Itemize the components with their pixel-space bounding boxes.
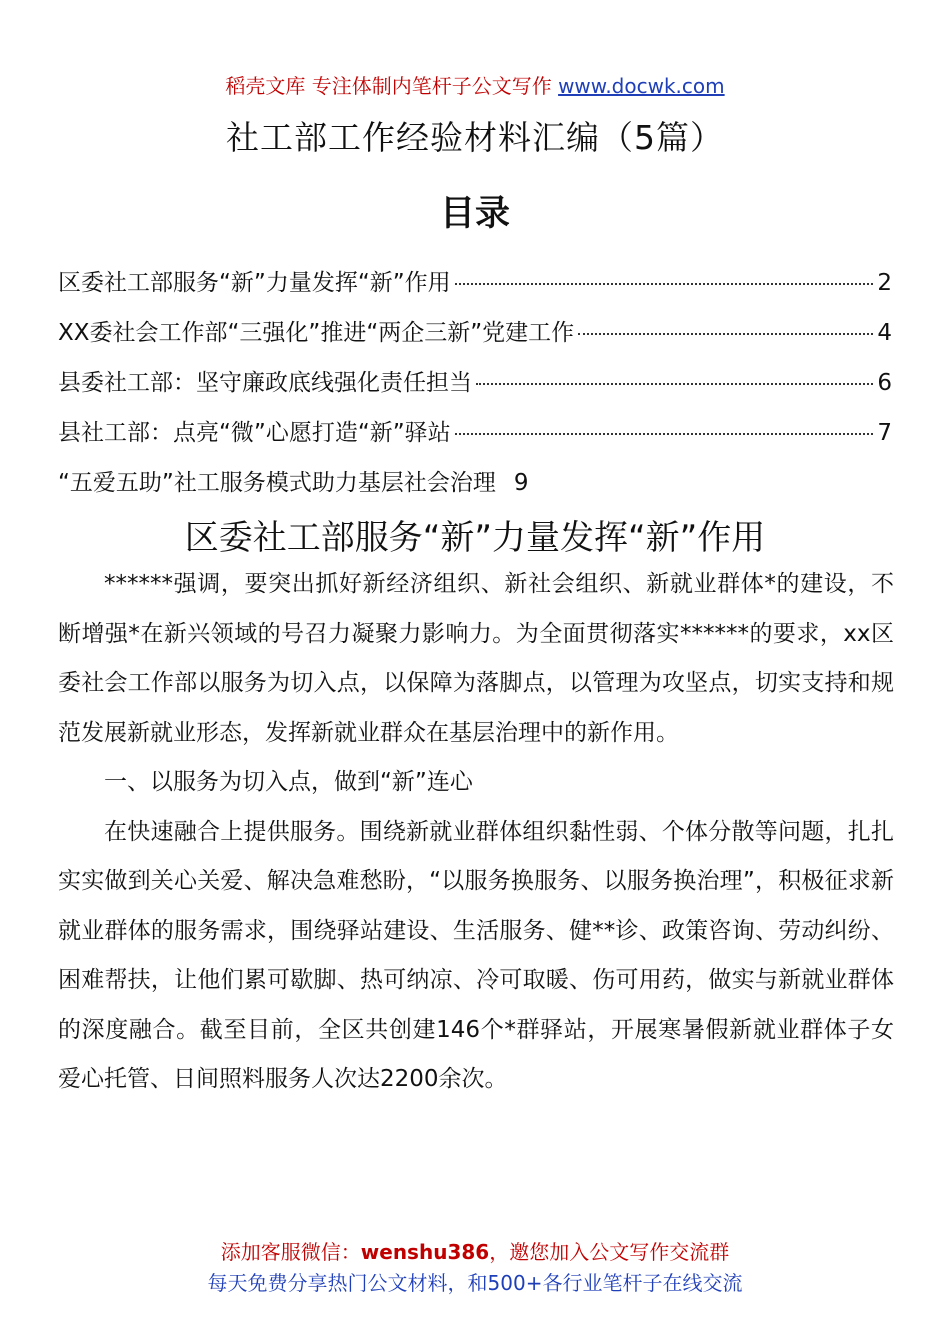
article-body <box>58 560 894 1105</box>
toc-entry-page: 6 <box>877 370 892 396</box>
footer-contact-line <box>0 1237 950 1268</box>
promo-footer <box>0 1237 950 1299</box>
dot-leader <box>455 283 874 285</box>
table-of-contents <box>58 264 892 514</box>
dot-leader <box>455 433 874 435</box>
toc-heading: 目录 <box>439 194 510 234</box>
toc-entry-label: XX委社会工作部“三强化”推进“两企三新”党建工作 <box>58 320 575 346</box>
toc-entry[interactable] <box>58 464 892 514</box>
toc-entry-label: 县社工部：点亮“微”心愿打造“新”驿站 <box>58 420 451 446</box>
toc-entry-page: 4 <box>877 320 892 346</box>
header-link[interactable]: www.docwk.com <box>558 74 725 98</box>
toc-entry[interactable] <box>58 264 892 314</box>
section-heading: 一、以服务为切入点，做到“新”连心 <box>104 769 473 795</box>
body-paragraph: ******强调，要突出抓好新经济组织、新社会组织、新就业群体*的建设，不断增强*在新兴领域的号召力凝聚力影响力。为全面贯彻落实******的要求，xx区委社会工作部以服务为切入点，以保障为落脚点，以管理为攻坚点，切实支持和规范发展新就业形态，发挥新就业群众在基层治理中的新作用。 <box>58 571 894 746</box>
toc-entry-page: 7 <box>877 420 892 446</box>
article-title: 区委社工部服务“新”力量发挥“新”作用 <box>184 518 766 558</box>
toc-entry[interactable] <box>58 314 892 364</box>
document-title: 社工部工作经验材料汇编（5篇） <box>226 118 724 157</box>
dot-leader <box>476 383 873 385</box>
footer-prefix: 添加客服微信： <box>220 1240 361 1264</box>
toc-entry-page: 9 <box>513 470 529 496</box>
header-slogan: 稻壳文库 专注体制内笔杆子公文写作 <box>225 74 559 98</box>
body-paragraph: 在快速融合上提供服务。围绕新就业群体组织黏性弱、个体分散等问题，扎扎实实做到关心关爱、解决急难愁盼，“以服务换服务、以服务换治理”，积极征求新就业群体的服务需求，围绕驿站建设、生活服务、健**诊、政策咨询、劳动纠纷、困难帮扶，让他们累可歇脚、热可纳凉、冷可取暖、伤可用药，做实与新就业群体的深度融合。截至目前，全区共创建146个*群驿站，开展寒暑假新就业群体子女爱心托管、日间照料服务人次达2200余次。 <box>58 818 894 1092</box>
toc-entry[interactable] <box>58 364 892 414</box>
dot-leader <box>578 333 873 335</box>
toc-entry-page: 2 <box>877 270 892 296</box>
toc-entry[interactable] <box>58 414 892 464</box>
footer-promo-line: 每天免费分享热门公文材料，和500+各行业笔杆子在线交流 <box>207 1271 743 1295</box>
site-header <box>0 70 950 99</box>
footer-suffix: ，邀您加入公文写作交流群 <box>489 1240 730 1264</box>
toc-entry-label: 县委社工部：坚守廉政底线强化责任担当 <box>58 370 472 396</box>
toc-entry-label: 区委社工部服务“新”力量发挥“新”作用 <box>58 270 451 296</box>
toc-entry-label: “五爱五助”社工服务模式助力基层社会治理 <box>58 470 496 496</box>
wechat-id: wenshu386 <box>360 1240 490 1264</box>
